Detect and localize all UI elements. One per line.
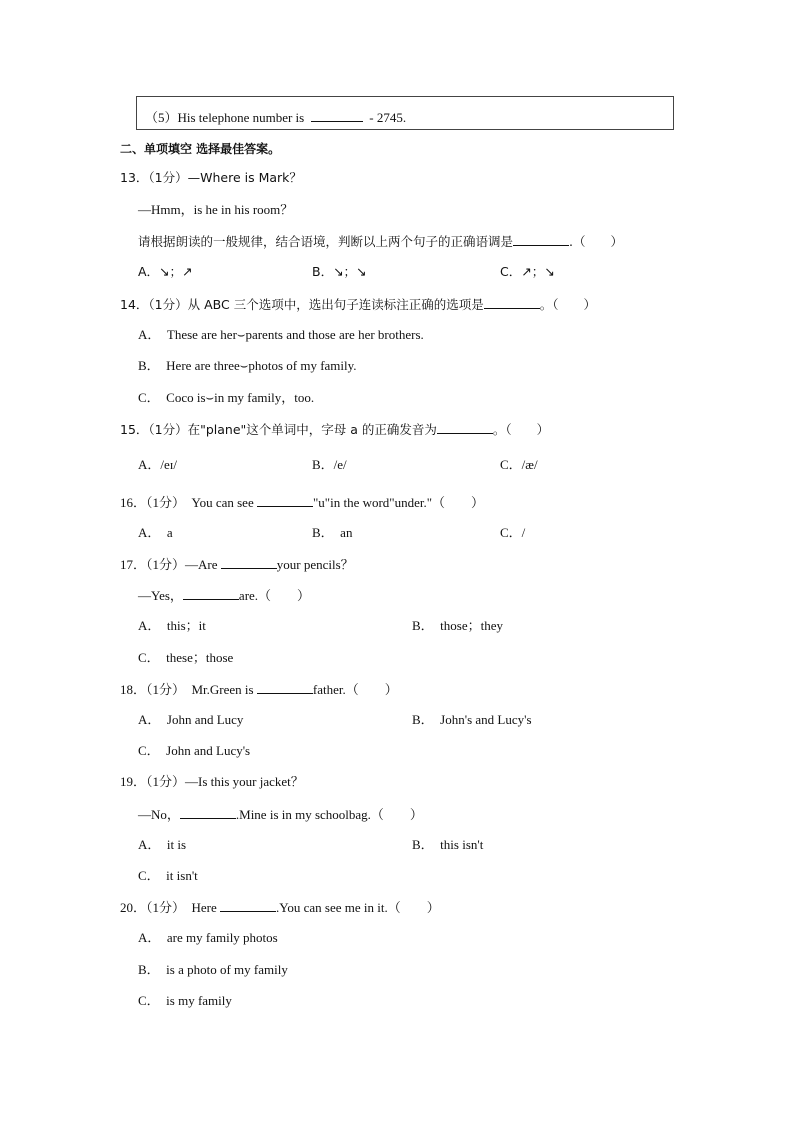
- question-20-option-a[interactable]: A． are my family photos: [138, 930, 278, 945]
- question-17-option-a[interactable]: A． this；it: [138, 618, 206, 633]
- question-16-stem: 16．（1分） You can see "u"in the word"under."（ ）: [120, 495, 485, 510]
- question-20-stem: 20．（1分） Here .You can see me in it.（ ）: [120, 900, 440, 915]
- answer-blank[interactable]: [437, 421, 493, 434]
- question-19-option-b[interactable]: B． this isn't: [412, 837, 484, 852]
- question-17-option-c[interactable]: C． these；those: [138, 650, 234, 665]
- answer-blank[interactable]: [221, 556, 277, 569]
- question-17-line2: —Yes， are.（ ）: [138, 588, 311, 603]
- question-15-option-a[interactable]: A．/eɪ/: [138, 457, 177, 472]
- question-20-option-b[interactable]: B． is a photo of my family: [138, 962, 288, 977]
- question-13-line2: —Hmm，is he in his room？: [138, 202, 294, 217]
- answer-blank[interactable]: [513, 233, 569, 246]
- question-16-option-a[interactable]: A． a: [138, 525, 173, 540]
- question-14-option-c[interactable]: C． Coco is⌣in my family，too.: [138, 390, 315, 405]
- question-19-option-a[interactable]: A． it is: [138, 837, 187, 852]
- question-19-option-c[interactable]: C． it isn't: [138, 868, 198, 883]
- question-17-stem: 17．（1分）—Are your pencils？: [120, 557, 354, 572]
- answer-blank[interactable]: [220, 899, 276, 912]
- question-19-stem: 19．（1分）—Is this your jacket？: [120, 774, 304, 789]
- question-20-option-c[interactable]: C． is my family: [138, 993, 232, 1008]
- question-16-option-b[interactable]: B． an: [312, 525, 353, 540]
- question-18-option-b[interactable]: B． John's and Lucy's: [412, 712, 532, 727]
- answer-blank[interactable]: [311, 109, 363, 122]
- question-14-option-b[interactable]: B． Here are three⌣photos of my family.: [138, 358, 357, 373]
- question-19-line2: —No， .Mine is in my schoolbag.（ ）: [138, 807, 423, 822]
- answer-blank[interactable]: [257, 681, 313, 694]
- question-18-option-a[interactable]: A． John and Lucy: [138, 712, 244, 727]
- question-13-option-a[interactable]: A．↘；↗: [138, 264, 193, 279]
- question-15-option-c[interactable]: C．/æ/: [500, 457, 538, 472]
- section-title: 二、单项填空 选择最佳答案。: [120, 142, 281, 156]
- question-13-option-c[interactable]: C．↗；↘: [500, 264, 555, 279]
- question-box: [136, 96, 674, 130]
- answer-blank[interactable]: [180, 806, 236, 819]
- question-15-stem: 15．（1分）在"plane"这个单词中，字母 a 的正确发音为 。（ ）: [120, 422, 550, 437]
- question-16-option-c[interactable]: C．/: [500, 525, 526, 540]
- question-13-option-b[interactable]: B．↘；↘: [312, 264, 367, 279]
- answer-blank[interactable]: [484, 296, 540, 309]
- question-13-stem: 13．（1分）—Where is Mark？: [120, 170, 302, 185]
- question-14-stem: 14．（1分）从 ABC 三个选项中，选出句子连读标注正确的选项是 。（ ）: [120, 297, 596, 312]
- box-text-before: （5）His telephone number is: [145, 110, 311, 125]
- question-18-stem: 18．（1分） Mr.Green is father.（ ）: [120, 682, 398, 697]
- question-18-option-c[interactable]: C． John and Lucy's: [138, 743, 251, 758]
- question-14-option-a[interactable]: A． These are her⌣parents and those are her brothers.: [138, 327, 424, 342]
- box-text-after: - 2745.: [362, 110, 407, 125]
- box-text: [145, 107, 406, 126]
- answer-blank[interactable]: [257, 494, 313, 507]
- question-15-option-b[interactable]: B．/e/: [312, 457, 347, 472]
- question-17-option-b[interactable]: B． those；they: [412, 618, 503, 633]
- question-13-line3: 请根据朗读的一般规律，结合语境，判断以上两个句子的正确语调是 .（ ）: [138, 234, 623, 249]
- answer-blank[interactable]: [183, 587, 239, 600]
